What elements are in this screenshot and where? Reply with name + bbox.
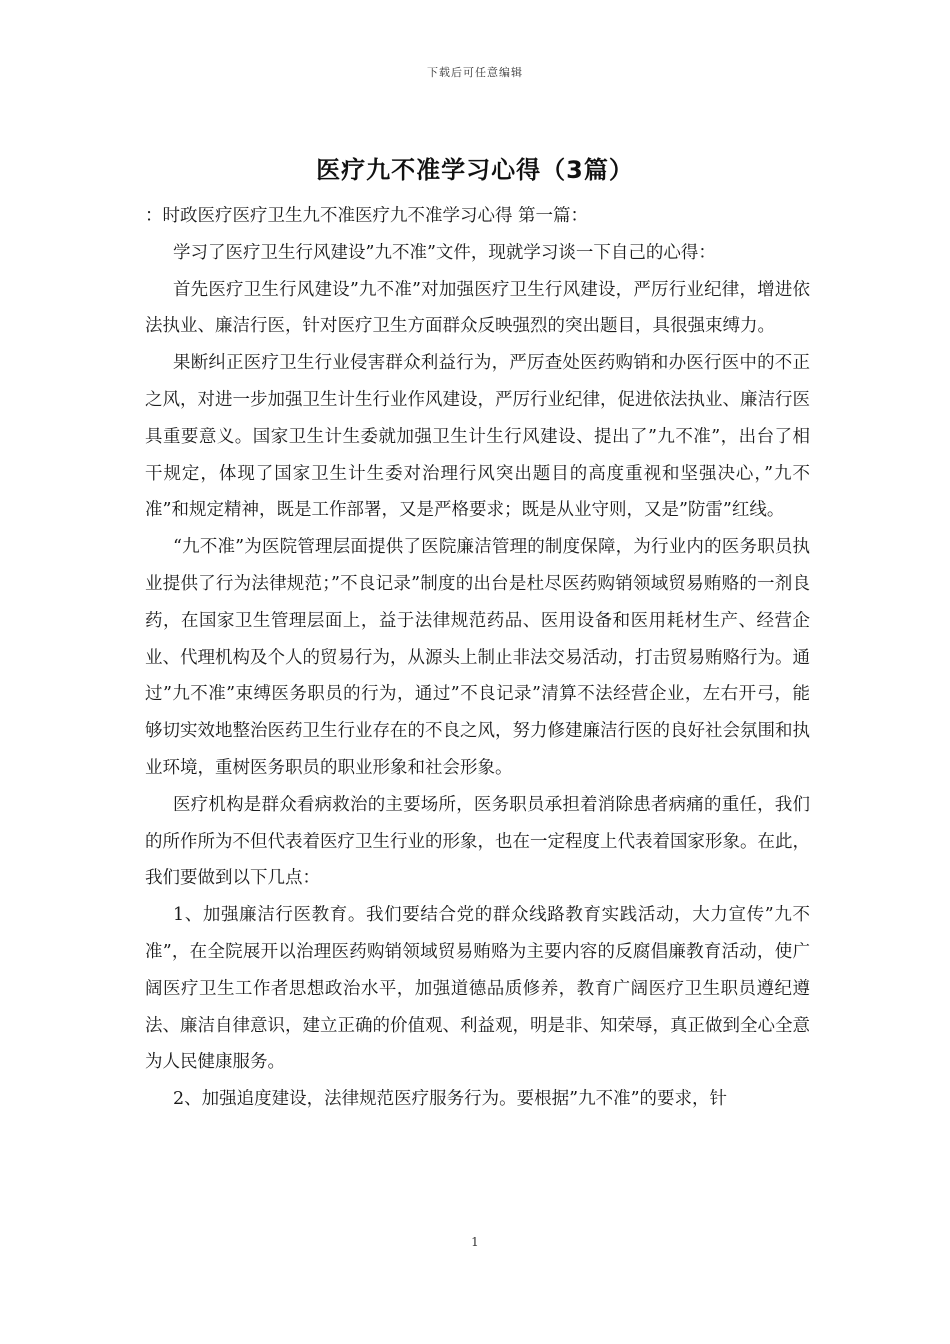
document-body xyxy=(145,198,810,1118)
document-title: 医疗九不准学习心得（3篇） xyxy=(316,156,634,184)
paragraph: “九不准”为医院管理层面提供了医院廉洁管理的制度保障，为行业内的医务职员执业提供了行为法律规范；”不良记录”制度的出台是杜尽医药购销领域贸易贿赂的一剂良药，在国家卫生管理层面上，益于法律规范药品、医用设备和医用耗材生产、经营企业、代理机构及个人的贸易行为，从源头上制止非法交易活动，打击贸易贿赂行为。通过”九不准”束缚医务职员的行为，通过”不良记录”清算不法经营企业，左右开弓，能够切实效地整治医药卫生行业存在的不良之风，努力修建廉洁行医的良好社会氛围和执业环境，重树医务职员的职业形象和社会形象。 xyxy=(145,537,810,778)
header-note: 下载后可任意编辑 xyxy=(427,66,523,79)
paragraph: 学习了医疗卫生行风建设”九不准”文件，现就学习谈一下自己的心得： xyxy=(173,242,716,263)
paragraph-list-item: 2、加强追度建设，法律规范医疗服务行为。要根据”九不准”的要求，针 xyxy=(173,1089,728,1110)
paragraph-list-item: 1、加强廉洁行医教育。我们要结合党的群众线路教育实践活动，大力宣传”九不准”，在全院展开以治理医药购销领域贸易贿赂为主要内容的反腐倡廉教育活动，使广阔医疗卫生工作者思想政治水平，加强道德品质修养，教育广阔医疗卫生职员遵纪遵法、廉洁自律意识，建立正确的价值观、利益观，明是非、知荣辱，真正做到全心全意为人民健康服务。 xyxy=(145,905,810,1073)
page-number: 1 xyxy=(471,1235,479,1249)
paragraph-intro: ：时政医疗医疗卫生九不准医疗九不准学习心得 第一篇： xyxy=(145,206,589,226)
paragraph: 首先医疗卫生行风建设”九不准”对加强医疗卫生行风建设，严厉行业纪律，增进依法执业、廉洁行医，针对医疗卫生方面群众反映强烈的突出题目，具很强束缚力。 xyxy=(145,279,810,337)
paragraph: 医疗机构是群众看病救治的主要场所，医务职员承担着消除患者病痛的重任，我们的所作所为不但代表着医疗卫生行业的形象，也在一定程度上代表着国家形象。在此，我们要做到以下几点： xyxy=(145,794,810,889)
paragraph: 果断纠正医疗卫生行业侵害群众利益行为，严厉查处医药购销和办医行医中的不正之风，对进一步加强卫生计生行业作风建设，严厉行业纪律，促进依法执业、廉洁行医具重要意义。国家卫生计生委就加强卫生计生行风建设、提出了”九不准”，出台了相干规定，体现了国家卫生计生委对治理行风突出题目的高度重视和坚强决心，”九不准”和规定精神，既是工作部署，又是严格要求；既是从业守则，又是”防雷”红线。 xyxy=(145,353,810,521)
